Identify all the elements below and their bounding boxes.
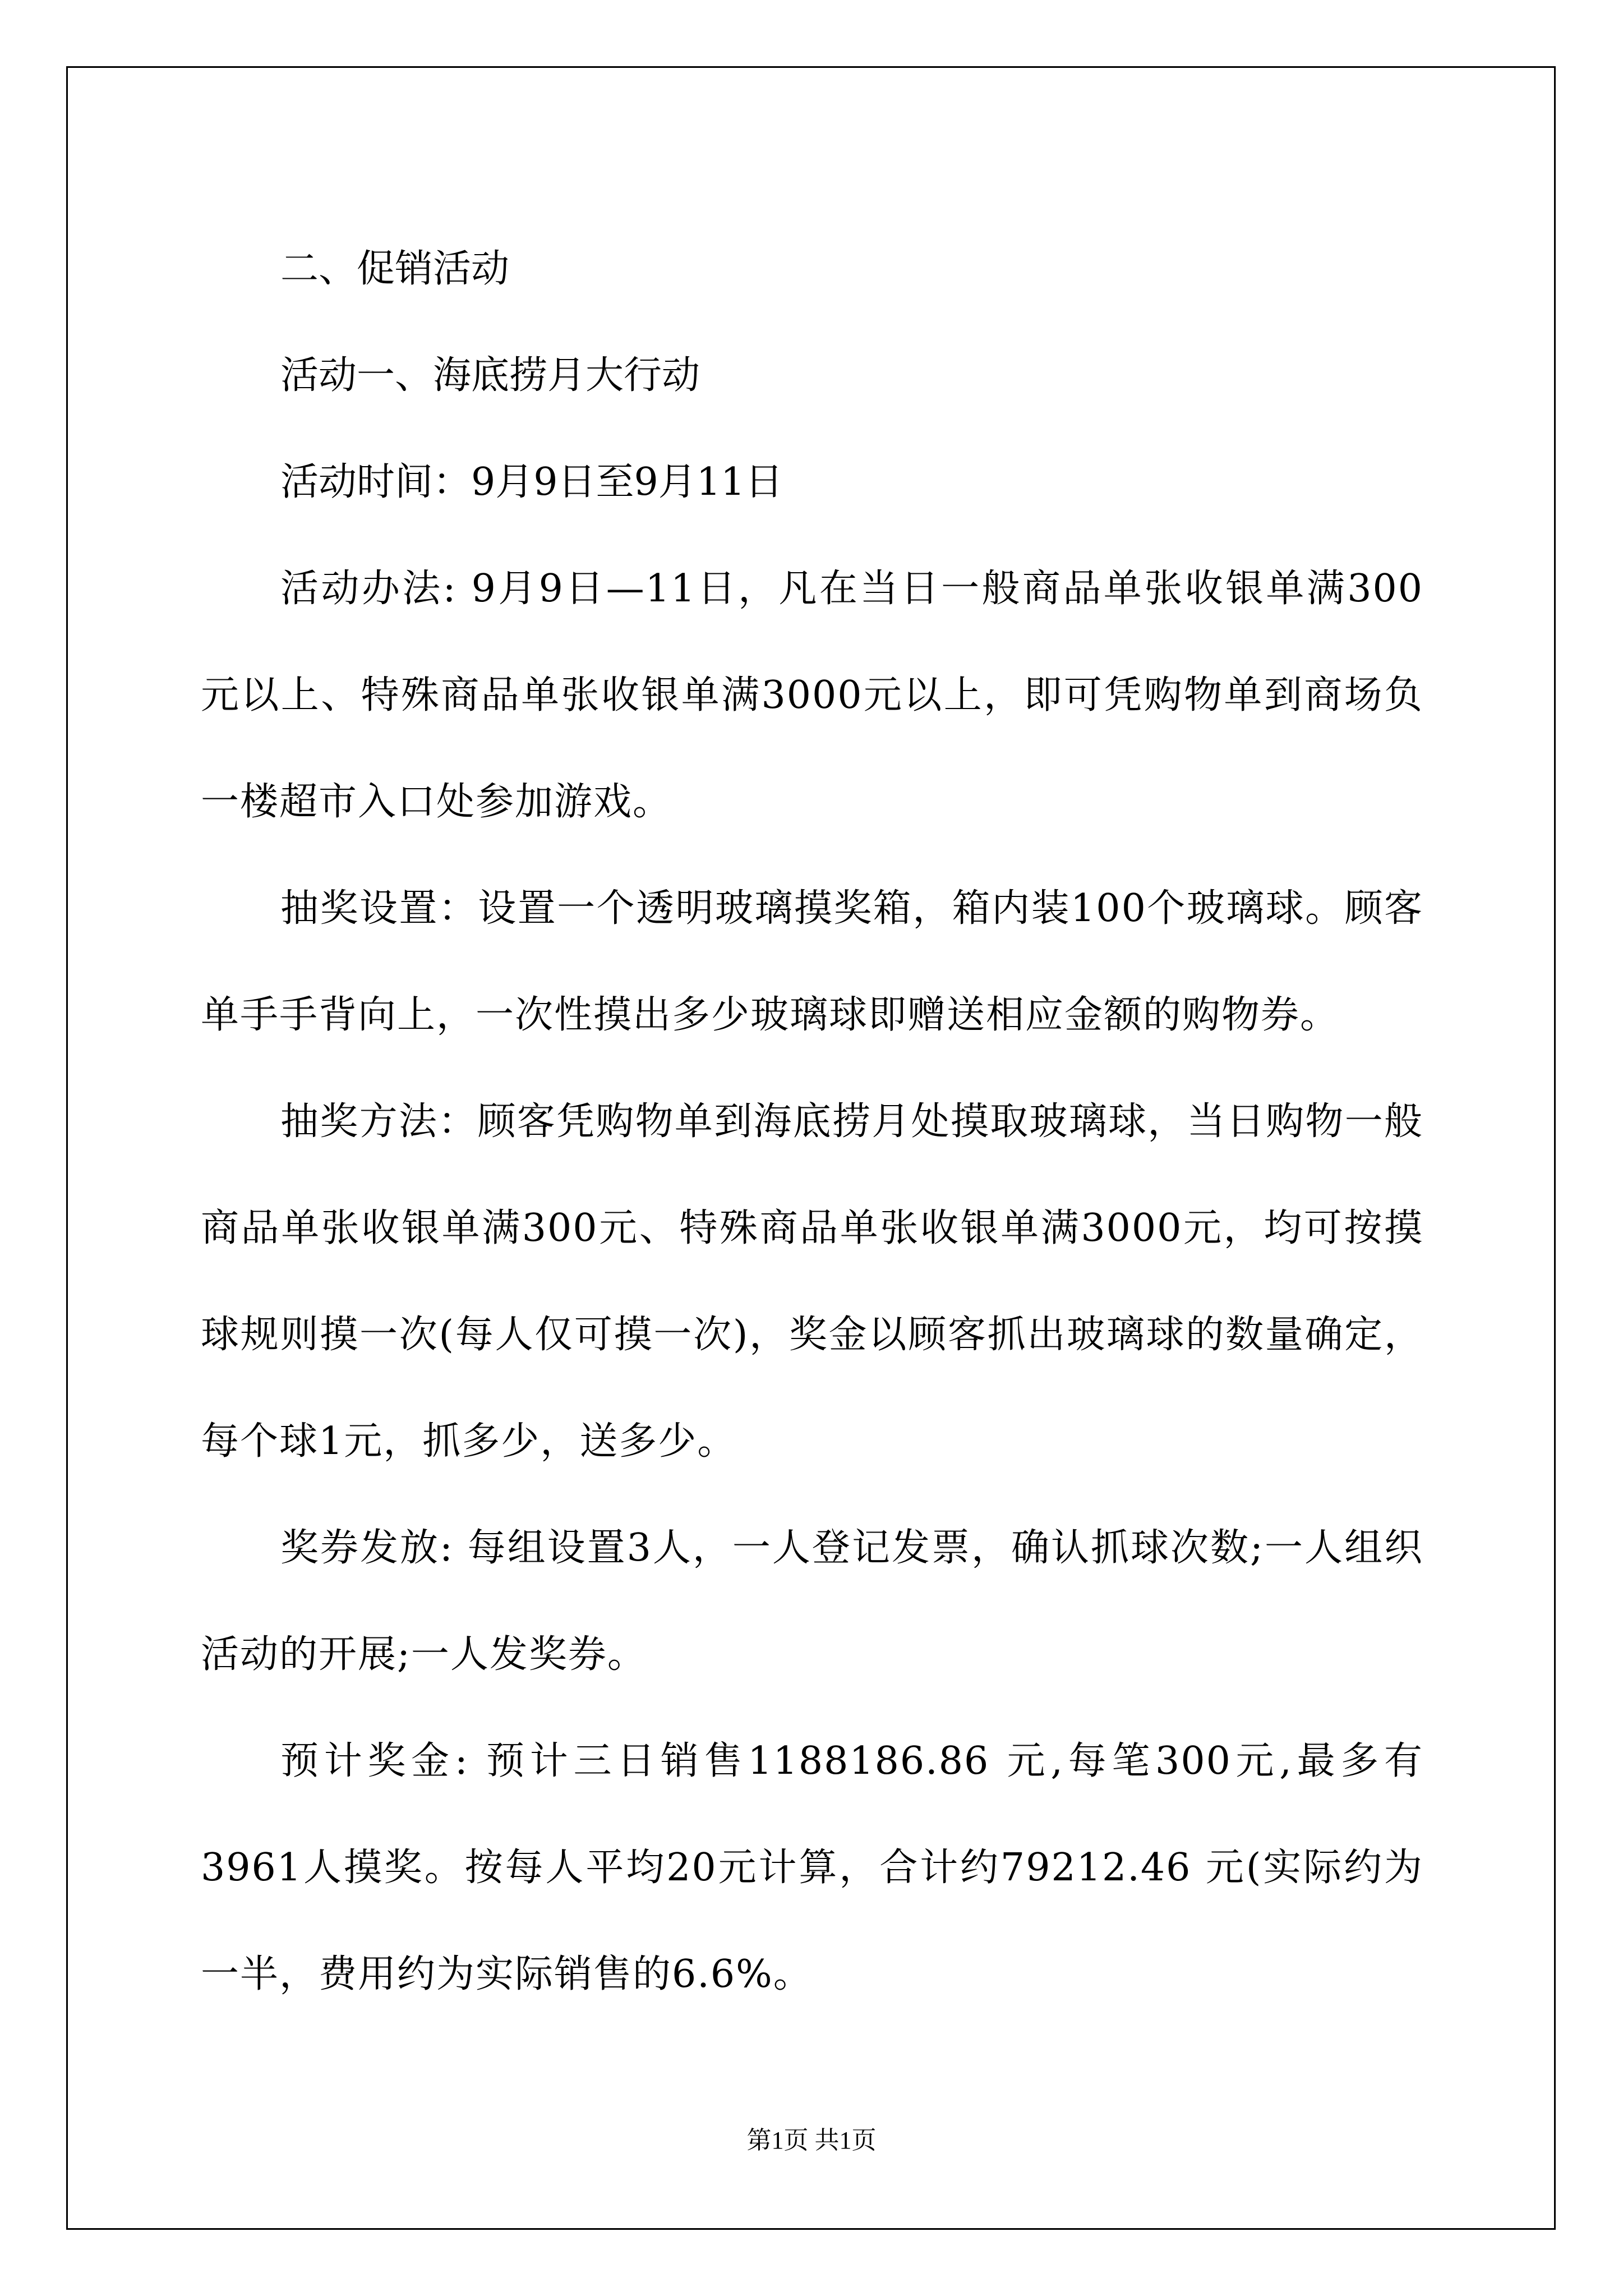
paragraph-budget: 预计奖金: 预计三日销售1188186.86 元,每笔300元,最多有3961人摸奖。按每人平均20元计算，合计约79212.46 元(实际约为一半，费用约为实际销售的6.6%。 [201,1739,1423,1996]
section-title: 二、促销活动 [280,247,510,291]
page-footer: 第1页 共1页 [746,2127,877,2154]
document-body [201,216,1423,2028]
paragraph-draw-setup: 抽奖设置：设置一个透明玻璃摸奖箱，箱内装100个玻璃球。顾客单手手背向上，一次性摸出多少玻璃球即赠送相应金额的购物券。 [201,886,1423,1037]
paragraph-voucher: 奖券发放: 每组设置3人，一人登记发票，确认抓球次数;一人组织活动的开展;一人发奖券。 [201,1526,1423,1677]
paragraph-draw-method: 抽奖方法：顾客凭购物单到海底捞月处摸取玻璃球，当日购物一般商品单张收银单满300元、特殊商品单张收银单满3000元，均可按摸球规则摸一次(每人仅可摸一次)，奖金以顾客抓出玻璃球的数量确定，每个球1元，抓多少，送多少。 [201,1099,1423,1464]
activity-title: 活动一、海底捞月大行动 [280,353,700,398]
activity-time: 活动时间：9月9日至9月11日 [280,460,783,504]
paragraph-method: 活动办法: 9月9日—11日，凡在当日一般商品单张收银单满300元以上、特殊商品单张收银单满3000元以上，即可凭购物单到商场负一楼超市入口处参加游戏。 [201,567,1423,824]
